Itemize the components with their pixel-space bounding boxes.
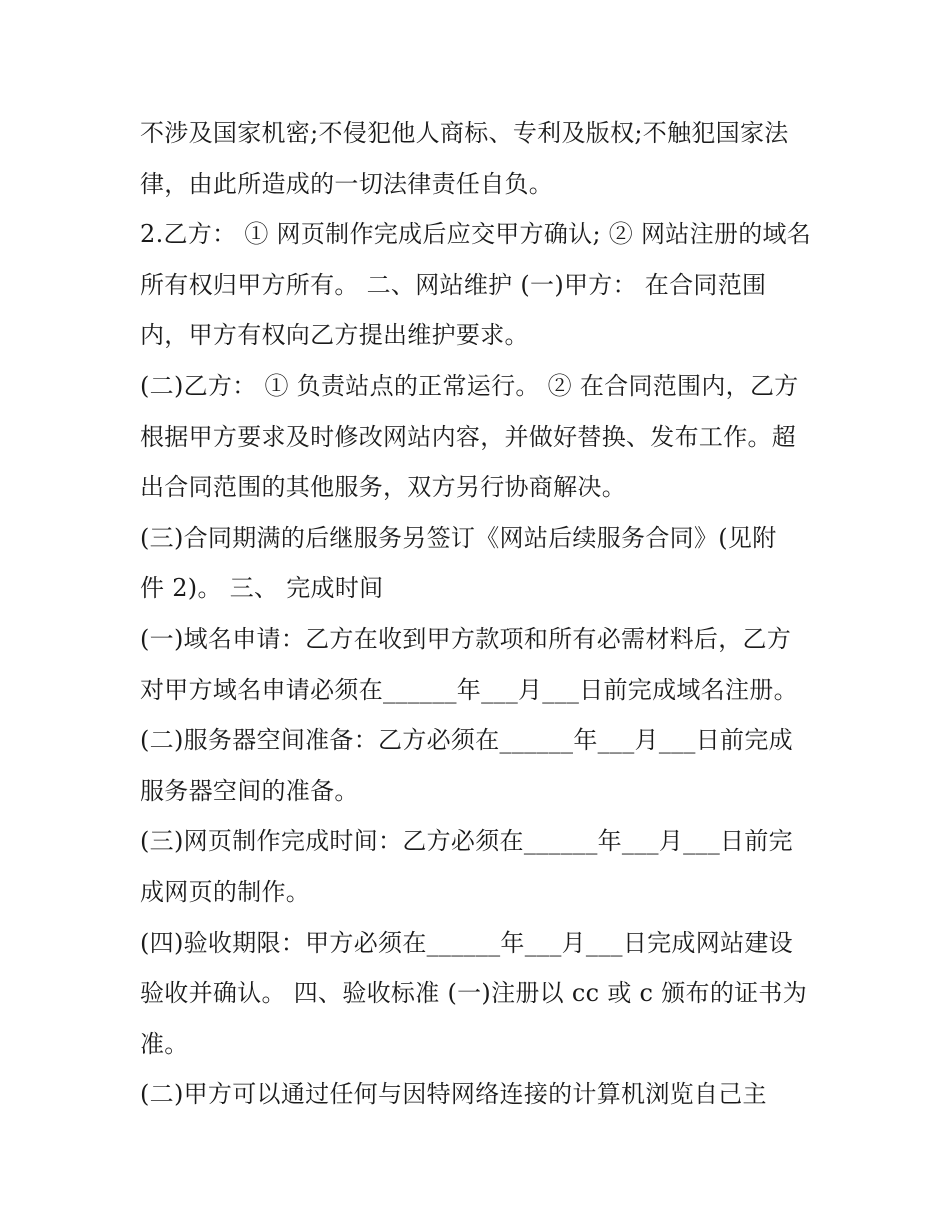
text-line: 对甲方域名申请必须在______年___月___日前完成域名注册。 <box>140 675 798 704</box>
text-line: (二)乙方： ① 负责站点的正常运行。 ② 在合同范围内，乙方 <box>140 371 799 400</box>
text-line: 律，由此所造成的一切法律责任自负。 <box>140 169 554 198</box>
text-line: (三)合同期满的后继服务另签订《网站后续服务合同》(见附 <box>140 523 777 552</box>
text-line: 不涉及国家机密;不侵犯他人商标、专利及版权;不触犯国家法 <box>140 119 789 147</box>
text-line: 准。 <box>140 1029 189 1058</box>
text-line: (一)域名申请：乙方在收到甲方款项和所有必需材料后，乙方 <box>140 624 792 653</box>
text-line: (四)验收期限：甲方必须在______年___月___日完成网站建设 <box>140 928 793 957</box>
text-line: (二)服务器空间准备：乙方必须在______年___月___日前完成 <box>140 726 793 755</box>
text-line: 根据甲方要求及时修改网站内容，并做好替换、发布工作。超 <box>140 422 797 451</box>
document-body <box>140 108 820 1120</box>
text-line: 所有权归甲方所有。 二、网站维护 (一)甲方： 在合同范围 <box>140 270 767 299</box>
text-line: 件 2)。 三、 完成时间 <box>140 574 384 603</box>
text-line: 出合同范围的其他服务，双方另行协商解决。 <box>140 473 626 502</box>
text-line: 2.乙方： ① 网页制作完成后应交甲方确认; ② 网站注册的域名 <box>140 220 812 249</box>
text-line: (三)网页制作完成时间：乙方必须在______年___月___日前完 <box>140 827 793 856</box>
text-line: 内，甲方有权向乙方提出维护要求。 <box>140 321 529 350</box>
text-line: 成网页的制作。 <box>140 877 311 906</box>
text-line: 服务器空间的准备。 <box>140 776 359 805</box>
text-line: (二)甲方可以通过任何与因特网络连接的计算机浏览自己主 <box>140 1080 767 1109</box>
text-line: 验收并确认。 四、验收标准 (一)注册以 cc 或 c 颁布的证书为 <box>140 979 808 1008</box>
